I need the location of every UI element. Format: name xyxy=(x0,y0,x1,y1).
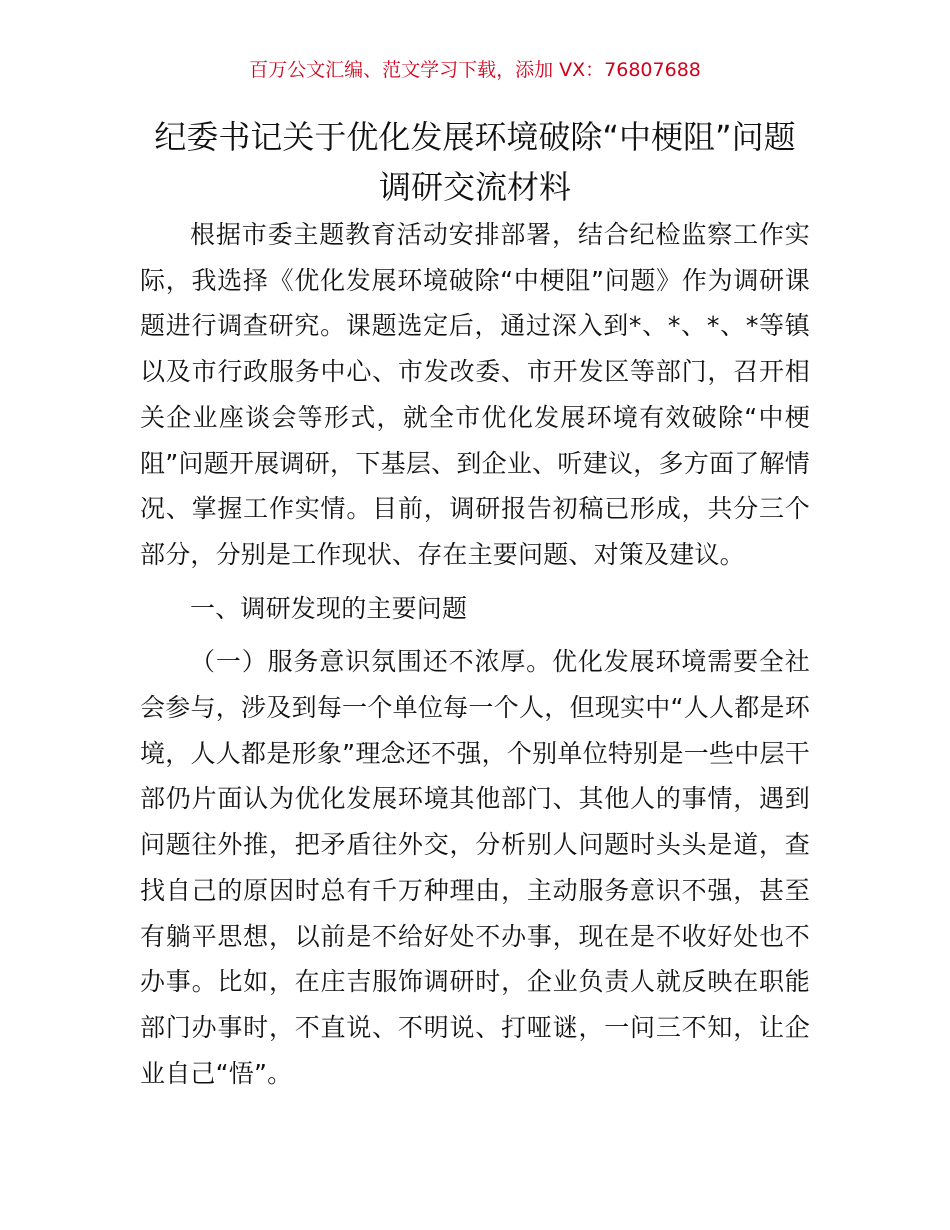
document-title: 纪委书记关于优化发展环境破除“中梗阻”问题调研交流材料 xyxy=(154,118,796,206)
intro-paragraph: 根据市委主题教育活动安排部署，结合纪检监察工作实际，我选择《优化发展环境破除“中梗阻”问题》作为调研课题进行调查研究。课题选定后，通过深入到*、*、*、*等镇以及市行政服务中心、市发改委、市开发区等部门，召开相关企业座谈会等形式，就全市优化发展环境有效破除“中梗阻”问题开展调研，下基层、到企业、听建议，多方面了解情况、掌握工作实情。目前，调研报告初稿已形成，共分三个部分，分别是工作现状、存在主要问题、对策及建议。 xyxy=(140,220,810,569)
promo-banner: 百万公文汇编、范文学习下载，添加 VX：76807688 xyxy=(249,59,701,81)
problem-paragraph: （一）服务意识氛围还不浓厚。优化发展环境需要全社会参与，涉及到每一个单位每一个人，但现实中“人人都是环境，人人都是形象”理念还不强，个别单位特别是一些中层干部仍片面认为优化发展环境其他部门、其他人的事情，遇到问题往外推，把矛盾往外交，分析别人问题时头头是道，查找自己的原因时总有千万种理由，主动服务意识不强，甚至有躺平思想，以前是不给好处不办事，现在是不收好处也不办事。比如，在庄吉服饰调研时，企业负责人就反映在职能部门办事时，不直说、不明说、打哑谜，一问三不知，让企业自己“悟”。 xyxy=(140,647,810,1088)
section-heading: 一、调研发现的主要问题 xyxy=(190,593,468,623)
document-body xyxy=(140,212,810,1104)
